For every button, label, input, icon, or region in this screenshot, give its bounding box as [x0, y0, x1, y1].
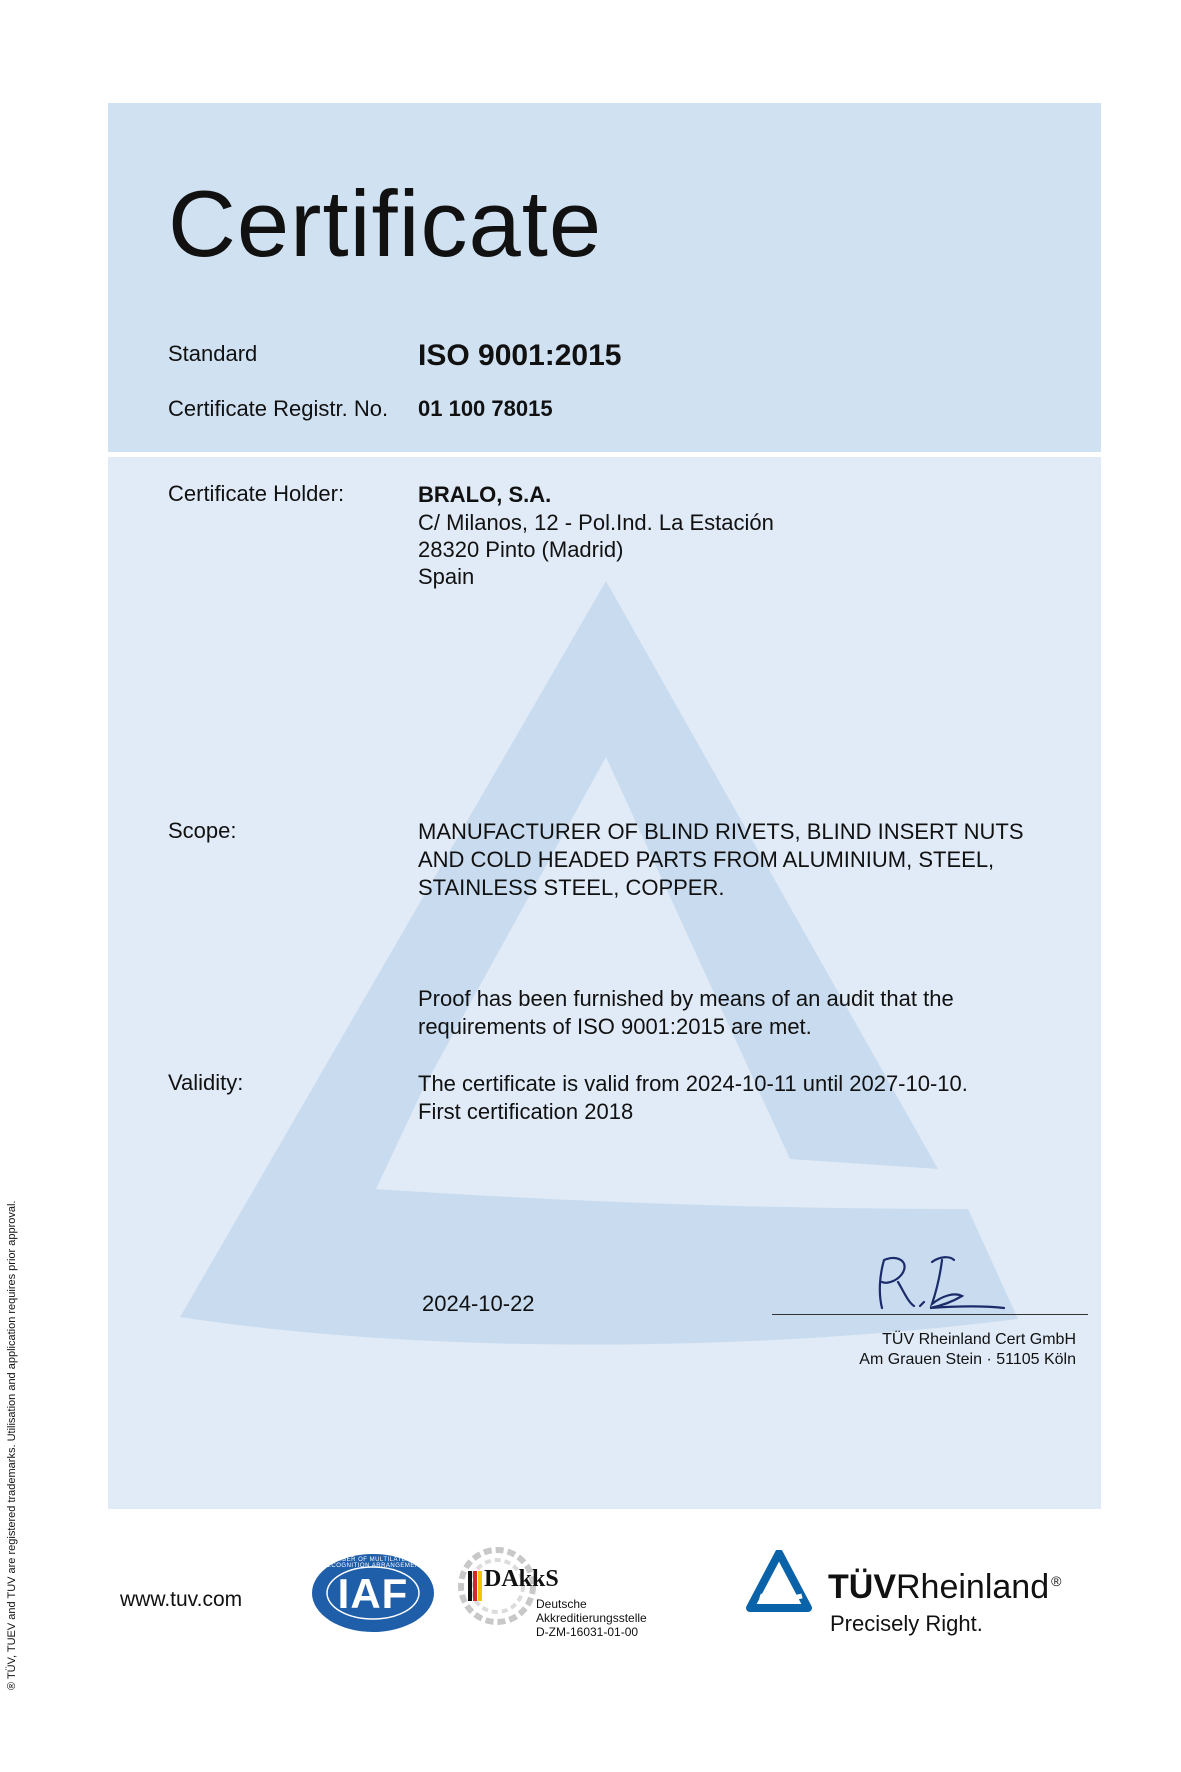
iaf-ring-text: MEMBER OF MULTILATERAL RECOGNITION ARRANGEMENT [322, 1557, 424, 1569]
holder-address-line: Spain [418, 564, 475, 589]
triangle-shape [180, 581, 1018, 1345]
standard-label: Standard [168, 341, 258, 366]
tuv-brand-regular: Rheinland [896, 1568, 1050, 1606]
signature-line [772, 1314, 1088, 1315]
certificate-title: Certificate [168, 171, 603, 276]
trademark-note: ® TÜV, TUEV and TUV are registered trademarks. Utilisation and application requires prior approval. [6, 1200, 18, 1690]
dakks-name: DAkkS [484, 1566, 559, 1592]
holder-name: BRALO, S.A. [418, 482, 552, 507]
proof-line: requirements of ISO 9001:2015 are met. [418, 1014, 812, 1039]
tuv-triangle-icon [746, 1550, 812, 1612]
signature [868, 1252, 1008, 1316]
website-link[interactable]: www.tuv.com [120, 1588, 243, 1611]
tuv-tagline: Precisely Right. [830, 1611, 983, 1636]
iaf-text: IAF [337, 1570, 409, 1617]
registration-label: Certificate Registr. No. [168, 396, 389, 421]
tuv-brand-bold: TÜV [828, 1568, 896, 1606]
iaf-logo [310, 1552, 436, 1634]
registration-value: 01 100 78015 [418, 396, 553, 421]
holder-address-line: 28320 Pinto (Madrid) [418, 537, 624, 562]
standard-value: ISO 9001:2015 [418, 339, 622, 372]
issuer-address: Am Grauen Stein · 51105 Köln [859, 1351, 1076, 1368]
scope-line: AND COLD HEADED PARTS FROM ALUMINIUM, STEEL, [418, 847, 995, 872]
issuer-name: TÜV Rheinland Cert GmbH [882, 1331, 1076, 1348]
dakks-line: D-ZM-16031-01-00 [536, 1625, 639, 1639]
issue-date: 2024-10-22 [422, 1291, 535, 1316]
validity-line: First certification 2018 [418, 1099, 634, 1124]
scope-line: STAINLESS STEEL, COPPER. [418, 875, 725, 900]
proof-line: Proof has been furnished by means of an audit that the [418, 986, 954, 1011]
validity-line: The certificate is valid from 2024-10-11 until 2027-10-10. [418, 1071, 968, 1096]
scope-label: Scope: [168, 818, 237, 843]
holder-address-line: C/ Milanos, 12 - Pol.Ind. La Estación [418, 510, 774, 535]
registered-mark: ® [1051, 1572, 1062, 1589]
tuv-brand [828, 1568, 1061, 1607]
validity-label: Validity: [168, 1070, 244, 1095]
scope-line: MANUFACTURER OF BLIND RIVETS, BLIND INSERT NUTS [418, 819, 1024, 844]
dakks-line: Akkreditierungsstelle [536, 1611, 647, 1625]
holder-label: Certificate Holder: [168, 481, 345, 506]
dakks-line: Deutsche [536, 1597, 587, 1611]
